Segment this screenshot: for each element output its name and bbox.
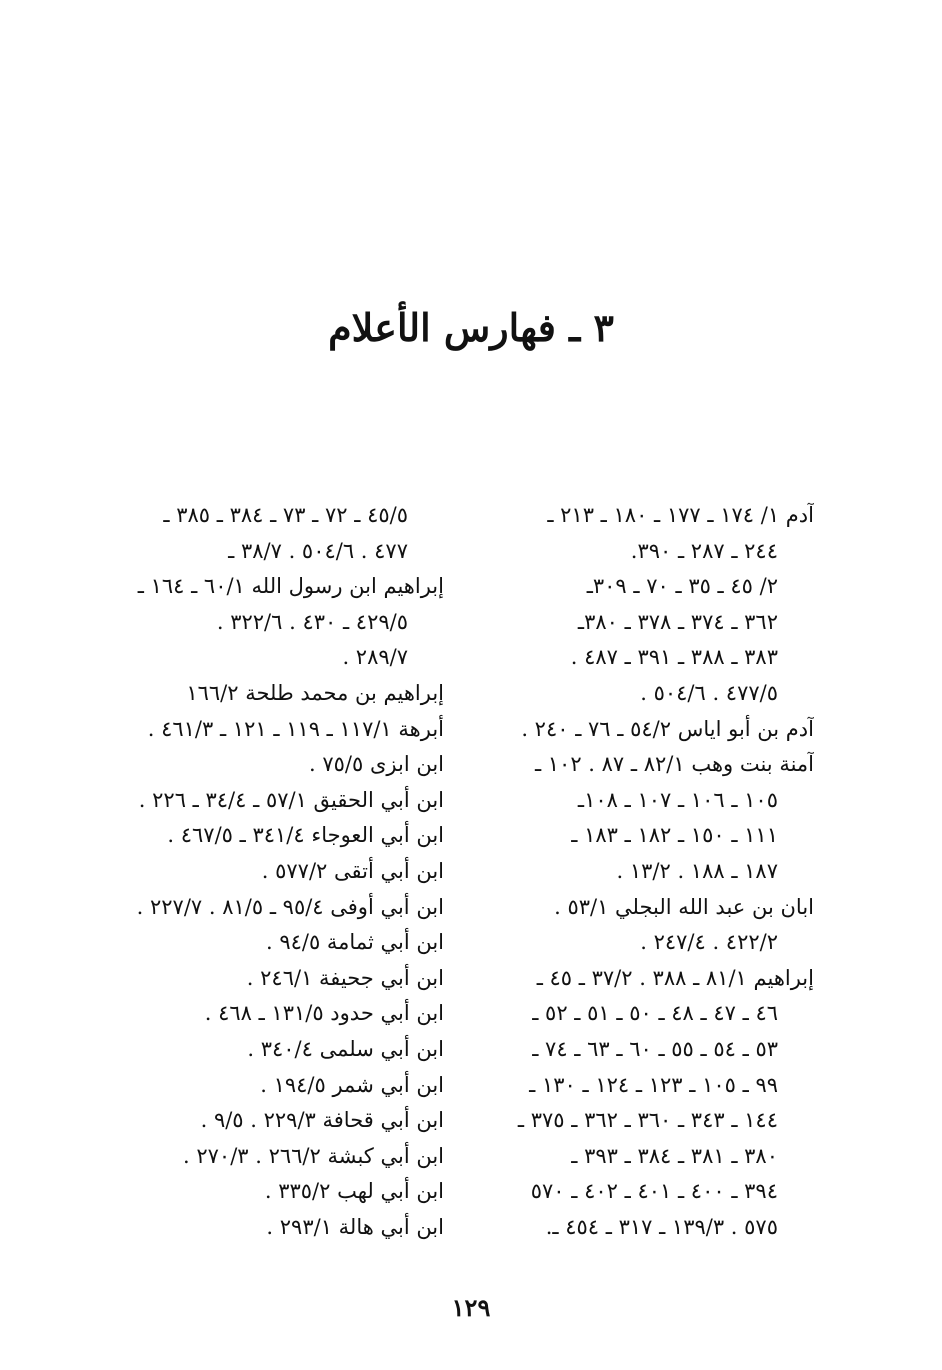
index-entry-line: ابان بن عبد الله البجلي ٥٣/١ . <box>554 894 814 919</box>
index-entry-line: آدم بن أبو اياس ٥٤/٢ ـ ٧٦ ـ ٢٤٠ . <box>521 716 814 741</box>
index-entry-line: ٤٦ ـ ٤٧ ـ ٤٨ ـ ٥٠ ـ ٥١ ـ ٥٢ ـ <box>532 1001 778 1026</box>
index-entry-line: ١٠٥ ـ ١٠٦ ـ ١٠٧ ـ ١٠٨ـ <box>577 787 778 812</box>
index-entry-line: ١٤٤ ـ ٣٤٣ ـ ٣٦٠ ـ ٣٦٢ ـ ٣٧٥ ـ <box>517 1108 778 1133</box>
index-column-left <box>104 498 444 1245</box>
index-entry-line: ١١١ ـ ١٥٠ ـ ١٨٢ ـ ١٨٣ ـ <box>571 823 778 848</box>
index-entry-line: ابن أبي ثمامة ٩٤/٥ . <box>265 930 444 955</box>
index-entry-line: ٤٢٩/٥ ـ ٤٣٠ . ٣٢٢/٦ . <box>216 609 408 634</box>
index-entry-line: ابن أبي أتقى ٥٧٧/٢ . <box>261 858 444 883</box>
index-entry-line: ١٨٧ ـ ١٨٨ . ١٣/٢ . <box>616 858 778 883</box>
index-entry-line: ابن أبي هالة ٢٩٣/١ . <box>266 1214 444 1239</box>
index-entry-line: ٣٨٠ ـ ٣٨١ ـ ٣٨٤ ـ ٣٩٣ ـ <box>571 1143 778 1168</box>
index-entry-line: ابن أبي أوفى ٩٥/٤ ـ ٨١/٥ . ٢٢٧/٧ . <box>136 894 444 919</box>
index-entry-line: ٥٧٥ . ١٣٩/٣ ـ ٣١٧ ـ ٤٥٤ ـ. <box>545 1214 778 1239</box>
index-entry-line: إبراهيم بن محمد طلحة ١٦٦/٢ <box>186 680 444 705</box>
index-entry-line: ابن أبي الحقيق ٥٧/١ ـ ٣٤/٤ ـ ٢٢٦ . <box>138 787 444 812</box>
index-entry-line: ابن أبي قحافة ٢٢٩/٣ . ٩/٥ . <box>200 1108 444 1133</box>
index-entry-line: ابن أبي العوجاء ٣٤١/٤ ـ ٤٦٧/٥ . <box>167 823 444 848</box>
index-entry-line: آدم ١/ ١٧٤ ـ ١٧٧ ـ ١٨٠ ـ ٢١٣ ـ <box>547 503 814 527</box>
index-entry-line: إبراهيم ابن رسول الله ٦٠/١ ـ ١٦٤ ـ <box>137 574 444 599</box>
index-entry-line: ٤٧٧/٥ . ٥٠٤/٦ . <box>640 680 778 705</box>
index-entry-line: ٢٤٤ ـ ٢٨٧ ـ ٣٩٠. <box>630 538 778 563</box>
index-entry-line: ٢/ ٤٥ ـ ٣٥ ـ ٧٠ ـ ٣٠٩ـ <box>586 574 778 599</box>
page-number: ١٢٩ <box>451 1293 491 1322</box>
page-title: ٣ ـ فهارس الأعلام <box>328 305 614 350</box>
index-entry-line: ابن أبي شمر ١٩٤/٥ . <box>260 1072 444 1097</box>
index-entry-line: ٣٨٣ ـ ٣٨٨ ـ ٣٩١ ـ ٤٨٧ . <box>570 645 778 670</box>
index-entry-line: أبرهة ١١٧/١ ـ ١١٩ ـ ١٢١ ـ ٤٦١/٣ . <box>147 716 444 741</box>
index-entry-line: ابن أبي كبشة ٢٦٦/٢ . ٢٧٠/٣ . <box>183 1143 444 1168</box>
index-entry-line: ٥٣ ـ ٥٤ ـ ٥٥ ـ ٦٠ ـ ٦٣ ـ ٧٤ ـ <box>532 1036 778 1061</box>
index-column-right <box>494 498 814 1245</box>
index-entry-line: ابن ابزى ٧٥/٥ . <box>309 752 444 777</box>
index-entry-line: ٣٩٤ ـ ٤٠٠ ـ ٤٠١ ـ ٤٠٢ ـ ٥٧٠ <box>530 1179 778 1204</box>
index-entry-line: ٢٨٩/٧ . <box>342 645 408 670</box>
index-entry-line: ابن أبي حدود ١٣١/٥ ـ ٤٦٨ . <box>204 1001 444 1026</box>
index-entry-line: ابن أبي جحيفة ٢٤٦/١ . <box>246 965 444 990</box>
index-entry-line: ٣٦٢ ـ ٣٧٤ ـ ٣٧٨ ـ ٣٨٠ـ <box>577 609 778 634</box>
index-entry-line: ٤٢٢/٢ . ٢٤٧/٤ . <box>640 930 778 955</box>
index-entry-line: آمنة بنت وهب ٨٢/١ ـ ٨٧ . ١٠٢ ـ <box>534 752 814 777</box>
index-entry-line: ٩٩ ـ ١٠٥ ـ ١٢٣ ـ ١٢٤ ـ ١٣٠ ـ <box>529 1072 778 1097</box>
index-entry-line: ابن أبي لهب ٣٣٥/٢ . <box>264 1179 444 1204</box>
index-entry-line: إبراهيم ٨١/١ ـ ٣٨٨ . ٣٧/٢ ـ ٤٥ ـ <box>536 965 814 990</box>
index-entry-line: ٤٧٧ . ٥٠٤/٦ . ٣٨/٧ ـ <box>228 538 408 563</box>
index-entry-line: ابن أبي سلمى ٣٤٠/٤ . <box>247 1036 444 1061</box>
index-entry-line: ٤٥/٥ ـ ٧٢ ـ ٧٣ ـ ٣٨٤ ـ ٣٨٥ ـ <box>163 503 408 527</box>
